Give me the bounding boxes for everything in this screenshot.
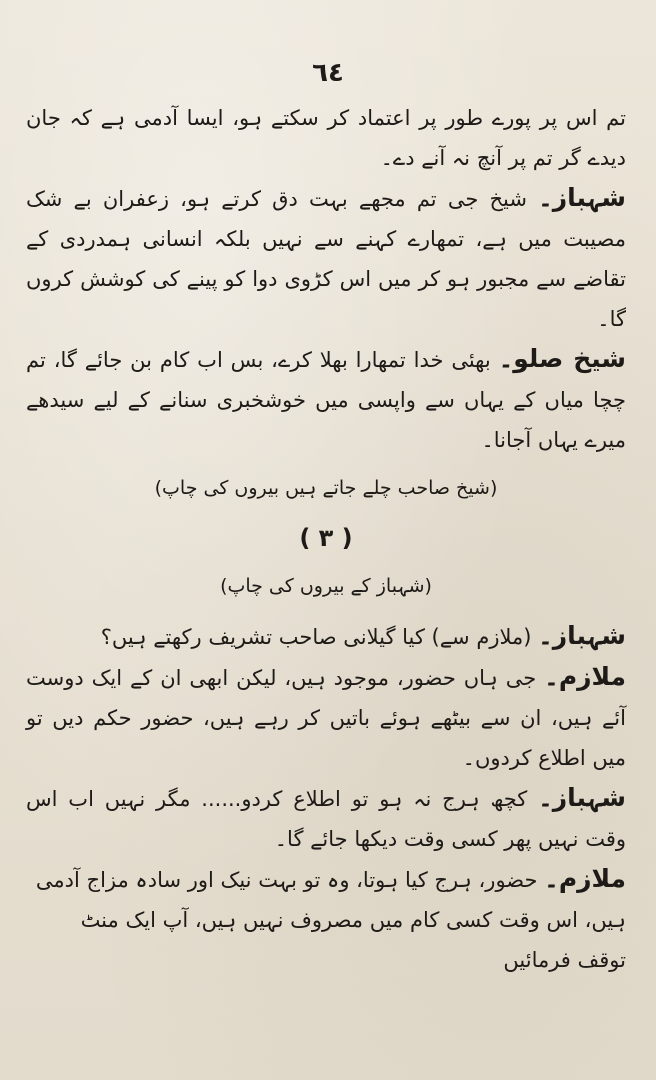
scene-number: ( ۳ ) bbox=[299, 524, 353, 552]
page-number: ٦٤ bbox=[312, 58, 344, 88]
speaker-shahbaz: شہباز۔ bbox=[538, 621, 626, 650]
paragraph-2 bbox=[26, 178, 626, 339]
stage-direction-footsteps: (شیخ صاحب چلے جاتے ہیں بیروں کی چاپ) bbox=[154, 477, 498, 499]
paragraph-3-text: بھئی خدا تمھارا بھلا کرے، بس اب کام بن جائے گا، تم چچا میاں کے یہاں سے واپسی میں خوشخبری سنانے کے لیے سیدھے میرے یہاں آجانا۔ bbox=[26, 348, 626, 452]
paragraph-1 bbox=[26, 98, 626, 178]
dialogue-2 bbox=[26, 657, 626, 778]
dialogue-4-text: حضور، ہرج کیا ہوتا، وہ تو بہت نیک اور سادہ مزاج آدمی ہیں، اس وقت کسی کام میں مصروف نہیں ہیں، آپ ایک منٹ توقف فرمائیں bbox=[35, 868, 626, 972]
stage-direction-shahbaz-footsteps: (شہباز کے بیروں کی چاپ) bbox=[220, 575, 432, 597]
dialogue-1-text: (ملازم سے) کیا گیلانی صاحب تشریف رکھتے ہیں؟ bbox=[100, 625, 539, 649]
speaker-mulazim: ملازم۔ bbox=[544, 864, 626, 893]
dialogue-2-text: جی ہاں حضور، موجود ہیں، لیکن ابھی ان کے ایک دوست آئے ہیں، ان سے بیٹھے ہوئے باتیں کر رہے ہیں، حضور حکم دیں تو میں اطلاع کردوں۔ bbox=[26, 666, 626, 770]
dialogue-4 bbox=[26, 859, 626, 980]
speaker-sheikh-sallu: شیخ صلو۔ bbox=[498, 344, 627, 373]
dialogue-1 bbox=[26, 616, 626, 657]
speaker-shahbaz: شہباز۔ bbox=[538, 183, 626, 212]
paragraph-1-text: تم اس پر پورے طور پر اعتماد کر سکتے ہو، ایسا آدمی ہے کہ جان دیدے گر تم پر آنچ نہ آنے دے۔ bbox=[26, 106, 626, 170]
speaker-shahbaz: شہباز۔ bbox=[538, 783, 626, 812]
dialogue-3-text: کچھ ہرج نہ ہو تو اطلاع کردو...... مگر نہیں اب اس وقت نہیں پھر کسی وقت دیکھا جائے گا۔ bbox=[26, 787, 626, 851]
paragraph-3 bbox=[26, 339, 626, 460]
paragraph-2-text: شیخ جی تم مجھے بہت دق کرتے ہو، زعفران بے شک مصیبت میں ہے، تمھارے کہنے سے نہیں بلکہ انسانی ہمدردی کے تقاضے سے مجبور ہو کر میں اس کڑوی دوا کو پینے کی کوشش کروں گا۔ bbox=[26, 187, 626, 331]
page-text bbox=[26, 98, 626, 980]
speaker-mulazim: ملازم۔ bbox=[544, 662, 626, 691]
dialogue-3 bbox=[26, 778, 626, 859]
